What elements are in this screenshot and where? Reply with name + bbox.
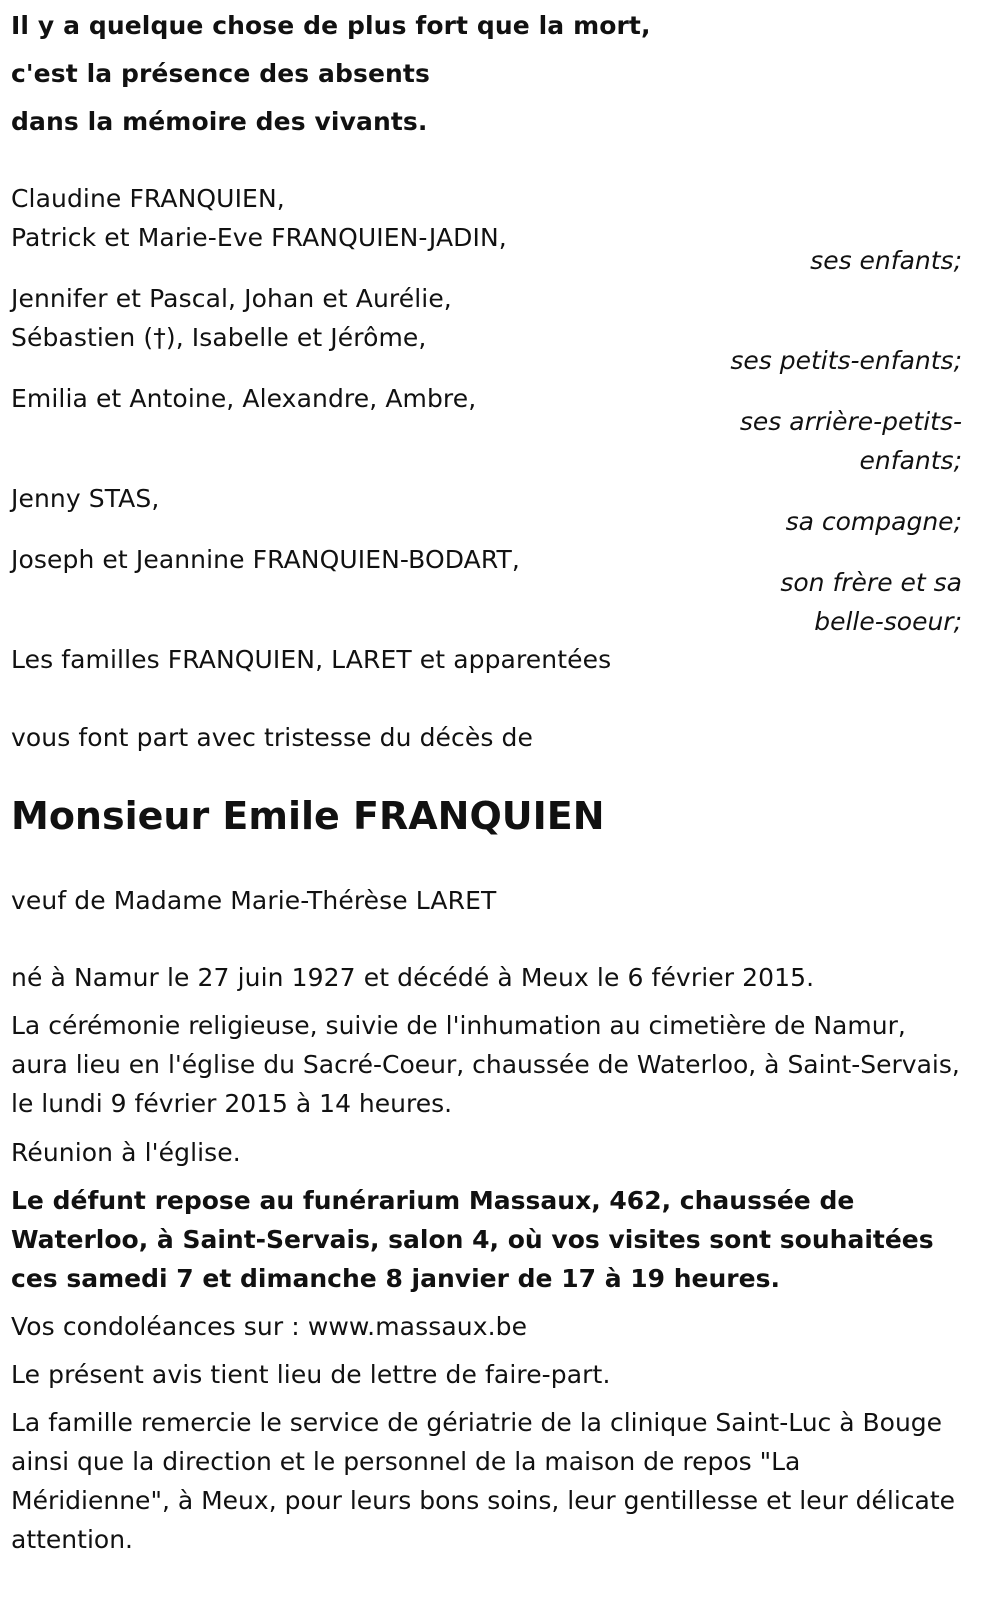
- great-grandchildren-relation-2: enfants;: [859, 446, 962, 475]
- ceremony-paragraph: La cérémonie religieuse, suivie de l'inhumation au cimetière de Namur, aura lieu en l'église du Sacré-Coeur, chaussée de Waterloo, à Saint-Servais, le lundi 9 février 2015 à 14 heures.: [11, 1011, 960, 1118]
- grandchildren-line-1: Jennifer et Pascal, Johan et Aurélie,: [11, 284, 452, 313]
- announcement-line: vous font part avec tristesse du décès de: [11, 723, 533, 752]
- widower-line: veuf de Madame Marie-Thérèse LARET: [11, 886, 497, 915]
- great-grandchildren-relation-1: ses arrière-petits-: [739, 407, 962, 436]
- grandchildren-relation: ses petits-enfants;: [730, 346, 962, 375]
- notice-line: Le présent avis tient lieu de lettre de faire-part.: [11, 1360, 611, 1389]
- siblings-relation-1: son frère et sa: [780, 568, 962, 597]
- quote-line-1: Il y a quelque chose de plus fort que la mort,: [11, 11, 651, 40]
- quote-line-3: dans la mémoire des vivants.: [11, 107, 428, 136]
- visitation-paragraph: Le défunt repose au funérarium Massaux, 462, chaussée de Waterloo, à Saint-Servais, salon 4, où vos visites sont souhaitées ces samedi 7 et dimanche 8 janvier de 17 à 19 heures.: [11, 1186, 934, 1293]
- siblings-relation-2: belle-soeur;: [814, 607, 962, 636]
- grandchildren-line-2: Sébastien (†), Isabelle et Jérôme,: [11, 323, 427, 352]
- thanks-paragraph: La famille remercie le service de gériatrie de la clinique Saint-Luc à Bouge ainsi que la direction et le personnel de la maison de repos "La Méridienne", à Meux, pour leurs bons soins, leur gentillesse et leur délicate attention.: [11, 1408, 956, 1554]
- deceased-name: Monsieur Emile FRANQUIEN: [11, 794, 605, 838]
- meeting-line: Réunion à l'église.: [11, 1138, 241, 1167]
- companion-line-1: Jenny STAS,: [11, 484, 160, 513]
- great-grandchildren-line-1: Emilia et Antoine, Alexandre, Ambre,: [11, 384, 477, 413]
- children-line-1: Claudine FRANQUIEN,: [11, 184, 285, 213]
- quote-line-2: c'est la présence des absents: [11, 59, 430, 88]
- families-line: Les familles FRANQUIEN, LARET et apparentées: [11, 645, 612, 674]
- condolences-line: Vos condoléances sur : www.massaux.be: [11, 1312, 528, 1341]
- children-relation: ses enfants;: [810, 246, 962, 275]
- companion-relation: sa compagne;: [785, 507, 962, 536]
- children-line-2: Patrick et Marie-Eve FRANQUIEN-JADIN,: [11, 223, 507, 252]
- birth-death-line: né à Namur le 27 juin 1927 et décédé à Meux le 6 février 2015.: [11, 963, 815, 992]
- siblings-line-1: Joseph et Jeannine FRANQUIEN-BODART,: [11, 545, 520, 574]
